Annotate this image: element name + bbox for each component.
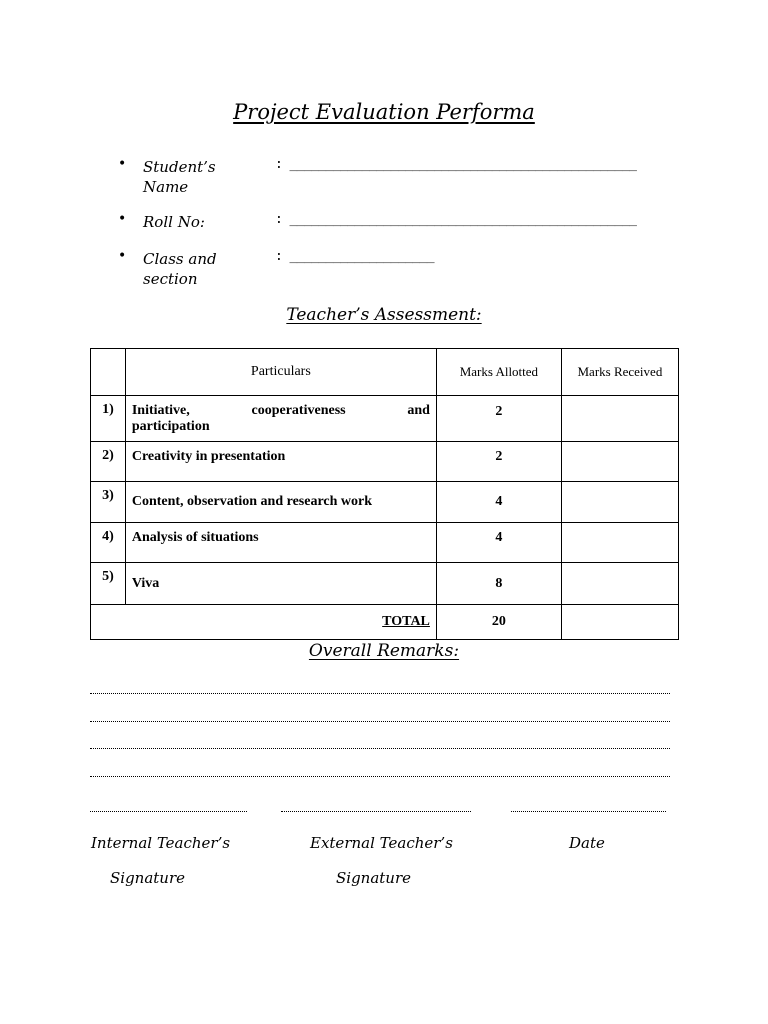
- assessment-table: [90, 348, 679, 640]
- date-label: Date: [569, 834, 605, 852]
- row-particular: Content, observation and research work: [125, 482, 436, 523]
- row-marks-received[interactable]: [561, 442, 678, 482]
- row-number: 3): [91, 482, 126, 523]
- table-row: [91, 523, 679, 563]
- student-name-blank[interactable]: : ________________________________________________: [275, 157, 637, 172]
- row-marks-received[interactable]: [561, 396, 678, 442]
- table-total-row: [91, 605, 679, 640]
- student-name-label: Student’s Name: [143, 158, 216, 196]
- table-header-row: [91, 349, 679, 396]
- row-marks-received[interactable]: [561, 563, 678, 605]
- external-signature-line[interactable]: [281, 811, 471, 812]
- internal-signature-line[interactable]: [90, 811, 247, 812]
- table-row: [91, 442, 679, 482]
- class-section-label: Class and section: [143, 250, 217, 288]
- assessment-heading: Teacher’s Assessment:: [286, 305, 482, 325]
- row-number: 1): [91, 396, 126, 442]
- remarks-line[interactable]: [90, 693, 670, 694]
- row-marks-received[interactable]: [561, 523, 678, 563]
- table-row: [91, 482, 679, 523]
- total-label: TOTAL: [91, 605, 437, 640]
- row-particular: Initiative, cooperativeness and participation: [125, 396, 436, 442]
- row-marks-allotted: 8: [436, 563, 561, 605]
- external-signature-label-2: Signature: [336, 869, 412, 887]
- internal-signature-label-2: Signature: [110, 869, 186, 887]
- date-line[interactable]: [511, 811, 666, 812]
- remarks-line[interactable]: [90, 748, 670, 749]
- table-row: [91, 396, 679, 442]
- remarks-line[interactable]: [90, 776, 670, 777]
- table-row: [91, 563, 679, 605]
- bullet-icon: •: [118, 211, 127, 227]
- total-value: 20: [436, 605, 561, 640]
- row-number: 4): [91, 523, 126, 563]
- row-particular: Viva: [125, 563, 436, 605]
- header-marks-allotted: Marks Allotted: [436, 349, 561, 396]
- remarks-line[interactable]: [90, 721, 670, 722]
- page-title: Project Evaluation Performa: [233, 100, 535, 124]
- row-marks-allotted: 4: [436, 523, 561, 563]
- roll-no-blank[interactable]: : ________________________________________________: [275, 212, 637, 227]
- row-particular: Creativity in presentation: [125, 442, 436, 482]
- row-number: 2): [91, 442, 126, 482]
- bullet-icon: •: [118, 248, 127, 264]
- roll-no-label: Roll No:: [143, 213, 205, 231]
- total-marks-received[interactable]: [561, 605, 678, 640]
- remarks-heading: Overall Remarks:: [308, 641, 460, 661]
- row-marks-allotted: 4: [436, 482, 561, 523]
- row-marks-received[interactable]: [561, 482, 678, 523]
- row-marks-allotted: 2: [436, 442, 561, 482]
- header-num: [91, 349, 126, 396]
- external-signature-label-1: External Teacher’s: [310, 834, 453, 852]
- row-number: 5): [91, 563, 126, 605]
- header-particulars: Particulars: [125, 349, 436, 396]
- bullet-icon: •: [118, 156, 127, 172]
- class-section-blank[interactable]: : ____________________: [275, 249, 434, 264]
- internal-signature-label-1: Internal Teacher’s: [91, 834, 231, 852]
- row-marks-allotted: 2: [436, 396, 561, 442]
- row-particular: Analysis of situations: [125, 523, 436, 563]
- header-marks-received: Marks Received: [561, 349, 678, 396]
